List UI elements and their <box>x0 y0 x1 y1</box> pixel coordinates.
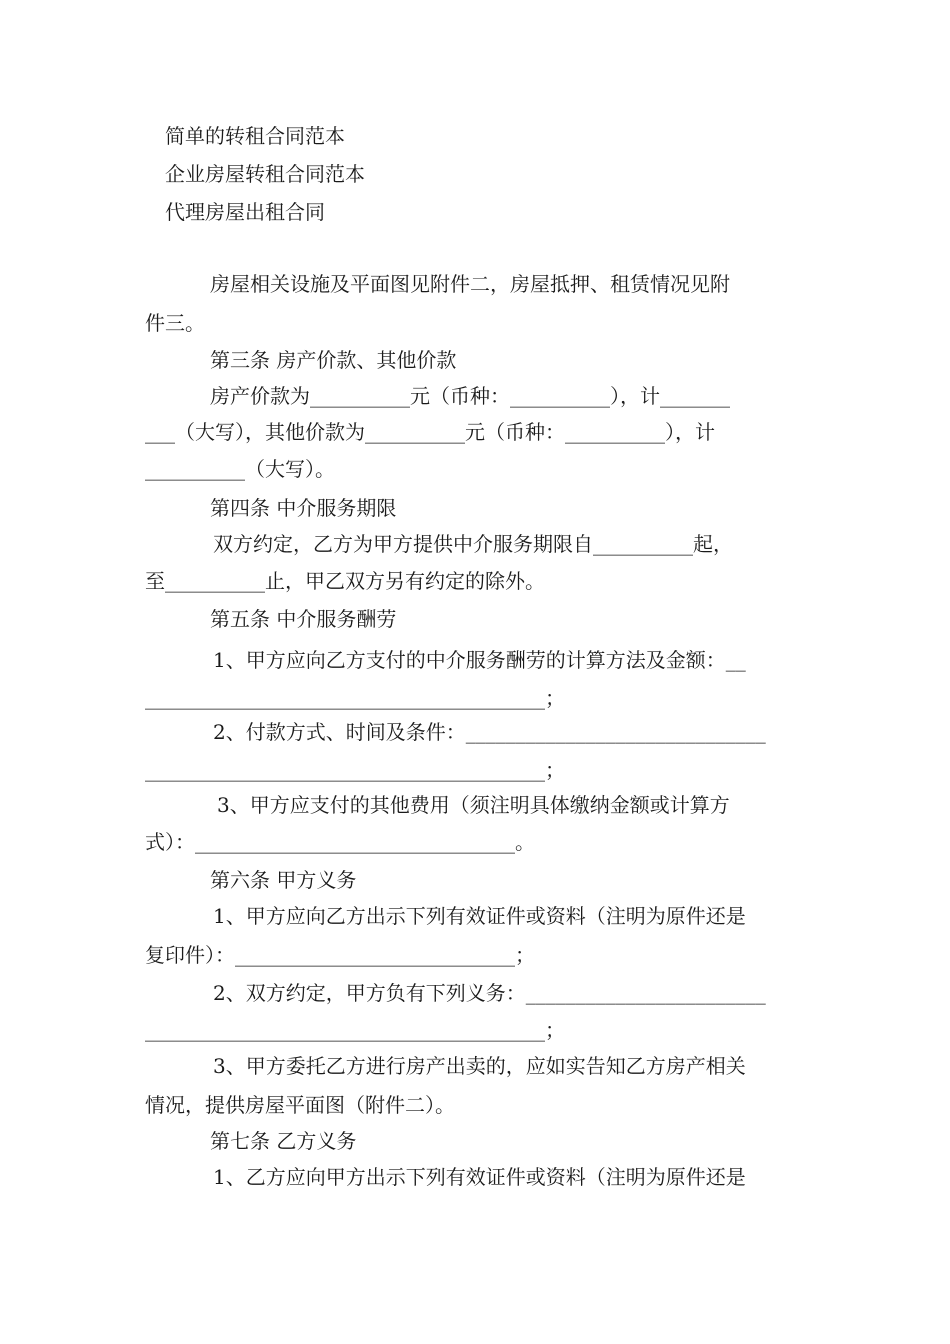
related-link-agency-rental[interactable]: 代理房屋出租合同 <box>165 200 325 224</box>
article-5-item-3-cont: 式）：________________________________。 <box>145 830 535 854</box>
article-4-term: 双方约定，乙方为甲方提供中介服务期限自__________起， <box>213 532 733 556</box>
article-3-heading: 第三条 房产价款、其他价款 <box>210 348 457 372</box>
article-3-price-cont: ___（大写），其他价款为__________元（币种：__________），计 <box>145 420 715 444</box>
article-5-item-1: 1、甲方应向乙方支付的中介服务酬劳的计算方法及金额：__ <box>213 648 746 672</box>
article-6-item-1-cont: 复印件）：____________________________； <box>145 943 535 967</box>
article-6-item-1: 1、甲方应向乙方出示下列有效证件或资料（注明为原件还是 <box>213 904 746 928</box>
article-3-price: 房产价款为__________元（币种：__________），计_______ <box>210 384 730 408</box>
paragraph-facilities: 房屋相关设施及平面图见附件二，房屋抵押、租赁情况见附 <box>210 272 730 296</box>
article-5-heading: 第五条 中介服务酬劳 <box>210 607 397 631</box>
article-7-item-1: 1、乙方应向甲方出示下列有效证件或资料（注明为原件还是 <box>213 1165 746 1189</box>
article-5-item-1-cont: ________________________________________； <box>145 686 565 710</box>
article-4-term-cont: 至__________止，甲乙双方另有约定的除外。 <box>145 569 545 593</box>
article-6-item-3: 3、甲方委托乙方进行房产出卖的，应如实告知乙方房产相关 <box>213 1054 746 1078</box>
article-6-heading: 第六条 甲方义务 <box>210 868 357 892</box>
article-5-item-3: 3、甲方应支付的其他费用（须注明具体缴纳金额或计算方 <box>217 793 730 817</box>
article-6-item-2-cont: ________________________________________； <box>145 1018 565 1042</box>
article-6-item-2: 2、双方约定，甲方负有下列义务：________________________ <box>213 981 766 1005</box>
article-5-item-2-cont: ________________________________________； <box>145 758 565 782</box>
article-5-item-2: 2、付款方式、时间及条件：______________________________ <box>213 720 766 744</box>
related-link-enterprise-sublease[interactable]: 企业房屋转租合同范本 <box>165 162 365 186</box>
article-3-price-end: __________（大写）。 <box>145 457 335 481</box>
article-6-item-3-cont: 情况，提供房屋平面图（附件二）。 <box>145 1093 455 1117</box>
related-link-simple-sublease[interactable]: 简单的转租合同范本 <box>165 124 345 148</box>
paragraph-facilities-cont: 件三。 <box>145 311 205 335</box>
article-7-heading: 第七条 乙方义务 <box>210 1129 357 1153</box>
article-4-heading: 第四条 中介服务期限 <box>210 496 397 520</box>
